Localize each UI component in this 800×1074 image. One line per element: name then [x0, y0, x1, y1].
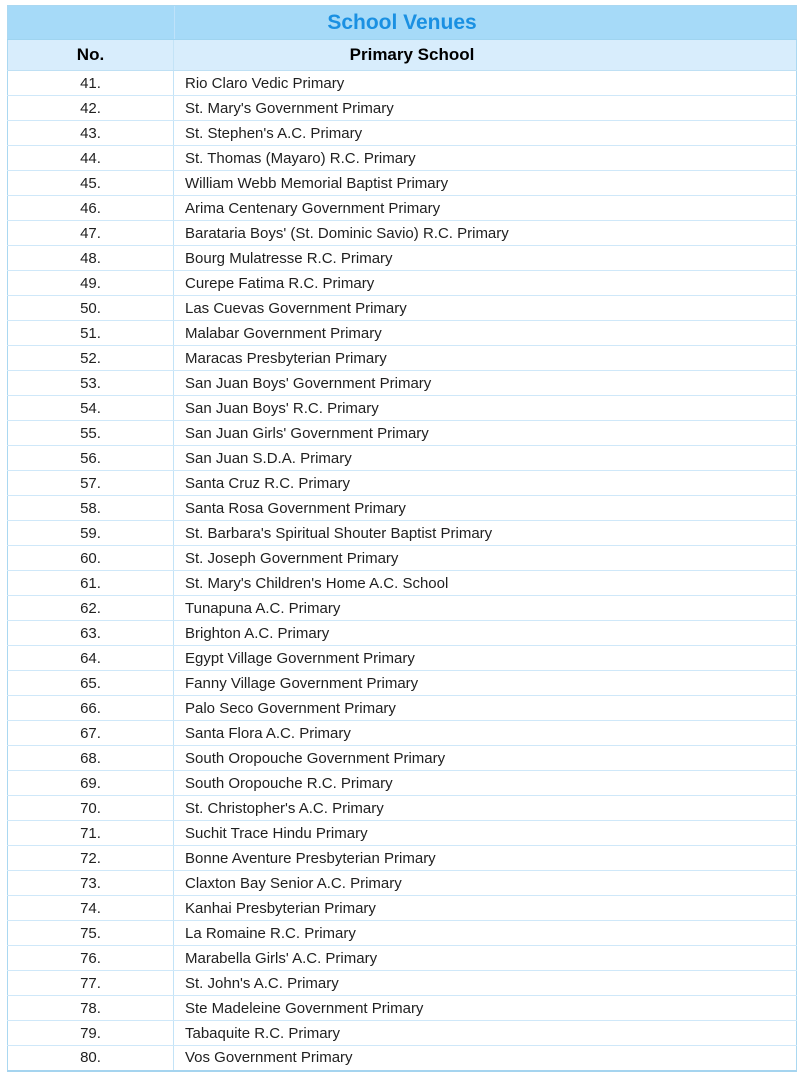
row-number-cell: 62. [8, 596, 174, 621]
table-row [8, 396, 797, 421]
table-row [8, 646, 797, 671]
table-row [8, 471, 797, 496]
school-name-cell: Santa Cruz R.C. Primary [174, 471, 797, 496]
row-number-cell: 74. [8, 896, 174, 921]
table-row [8, 1046, 797, 1071]
table-body [8, 71, 797, 1071]
table-row [8, 671, 797, 696]
table-row [8, 496, 797, 521]
row-number-cell: 72. [8, 846, 174, 871]
school-name-cell: St. Stephen's A.C. Primary [174, 121, 797, 146]
table-row [8, 571, 797, 596]
row-number-cell: 42. [8, 96, 174, 121]
row-number-cell: 54. [8, 396, 174, 421]
table-row [8, 996, 797, 1021]
table-row [8, 721, 797, 746]
school-name-cell: Vos Government Primary [174, 1046, 797, 1071]
school-name-cell: San Juan Boys' R.C. Primary [174, 396, 797, 421]
school-venues-table [7, 5, 797, 1072]
row-number-cell: 56. [8, 446, 174, 471]
school-name-cell: San Juan Boys' Government Primary [174, 371, 797, 396]
row-number-cell: 49. [8, 271, 174, 296]
row-number-cell: 53. [8, 371, 174, 396]
table-row [8, 746, 797, 771]
column-header-primary-school: Primary School [174, 40, 797, 71]
row-number-cell: 51. [8, 321, 174, 346]
school-name-cell: Las Cuevas Government Primary [174, 296, 797, 321]
table-row [8, 446, 797, 471]
row-number-cell: 43. [8, 121, 174, 146]
school-name-cell: Palo Seco Government Primary [174, 696, 797, 721]
row-number-cell: 69. [8, 771, 174, 796]
school-name-cell: Santa Flora A.C. Primary [174, 721, 797, 746]
row-number-cell: 76. [8, 946, 174, 971]
table-row [8, 846, 797, 871]
table-row [8, 96, 797, 121]
school-name-cell: Fanny Village Government Primary [174, 671, 797, 696]
row-number-cell: 58. [8, 496, 174, 521]
school-name-cell: Brighton A.C. Primary [174, 621, 797, 646]
row-number-cell: 65. [8, 671, 174, 696]
table-row [8, 696, 797, 721]
row-number-cell: 47. [8, 221, 174, 246]
row-number-cell: 45. [8, 171, 174, 196]
school-name-cell: South Oropouche R.C. Primary [174, 771, 797, 796]
row-number-cell: 59. [8, 521, 174, 546]
table-row [8, 346, 797, 371]
school-name-cell: St. Barbara's Spiritual Shouter Baptist Primary [174, 521, 797, 546]
table-row [8, 971, 797, 996]
school-name-cell: St. Mary's Children's Home A.C. School [174, 571, 797, 596]
table-row [8, 871, 797, 896]
school-name-cell: St. Christopher's A.C. Primary [174, 796, 797, 821]
row-number-cell: 78. [8, 996, 174, 1021]
table-row [8, 521, 797, 546]
table-title-cell [8, 6, 797, 40]
table-row [8, 171, 797, 196]
table-row [8, 321, 797, 346]
row-number-cell: 68. [8, 746, 174, 771]
row-number-cell: 46. [8, 196, 174, 221]
school-name-cell: St. Thomas (Mayaro) R.C. Primary [174, 146, 797, 171]
row-number-cell: 64. [8, 646, 174, 671]
school-name-cell: William Webb Memorial Baptist Primary [174, 171, 797, 196]
table-row [8, 796, 797, 821]
school-name-cell: Suchit Trace Hindu Primary [174, 821, 797, 846]
school-name-cell: Marabella Girls' A.C. Primary [174, 946, 797, 971]
table-row [8, 621, 797, 646]
column-header-row [8, 40, 797, 71]
table-row [8, 771, 797, 796]
school-name-cell: Santa Rosa Government Primary [174, 496, 797, 521]
row-number-cell: 57. [8, 471, 174, 496]
table-row [8, 296, 797, 321]
school-name-cell: San Juan Girls' Government Primary [174, 421, 797, 446]
table-row [8, 146, 797, 171]
table-row [8, 896, 797, 921]
school-name-cell: Malabar Government Primary [174, 321, 797, 346]
table-row [8, 371, 797, 396]
table-row [8, 246, 797, 271]
row-number-cell: 67. [8, 721, 174, 746]
row-number-cell: 55. [8, 421, 174, 446]
school-name-cell: Bourg Mulatresse R.C. Primary [174, 246, 797, 271]
row-number-cell: 48. [8, 246, 174, 271]
title-row [8, 6, 797, 40]
row-number-cell: 75. [8, 921, 174, 946]
table-row [8, 271, 797, 296]
school-name-cell: Claxton Bay Senior A.C. Primary [174, 871, 797, 896]
school-name-cell: Maracas Presbyterian Primary [174, 346, 797, 371]
table-row [8, 821, 797, 846]
table-row [8, 221, 797, 246]
row-number-cell: 79. [8, 1021, 174, 1046]
table-row [8, 921, 797, 946]
row-number-cell: 66. [8, 696, 174, 721]
school-name-cell: Curepe Fatima R.C. Primary [174, 271, 797, 296]
school-name-cell: Bonne Aventure Presbyterian Primary [174, 846, 797, 871]
school-name-cell: San Juan S.D.A. Primary [174, 446, 797, 471]
school-name-cell: St. Mary's Government Primary [174, 96, 797, 121]
row-number-cell: 80. [8, 1046, 174, 1071]
row-number-cell: 70. [8, 796, 174, 821]
row-number-cell: 52. [8, 346, 174, 371]
table-row [8, 196, 797, 221]
column-divider-line [174, 6, 175, 39]
row-number-cell: 73. [8, 871, 174, 896]
school-name-cell: Egypt Village Government Primary [174, 646, 797, 671]
school-name-cell: Kanhai Presbyterian Primary [174, 896, 797, 921]
row-number-cell: 77. [8, 971, 174, 996]
table-row [8, 596, 797, 621]
school-name-cell: Rio Claro Vedic Primary [174, 71, 797, 96]
column-header-no: No. [8, 40, 174, 71]
table-row [8, 71, 797, 96]
school-name-cell: St. Joseph Government Primary [174, 546, 797, 571]
school-name-cell: Barataria Boys' (St. Dominic Savio) R.C. Primary [174, 221, 797, 246]
school-name-cell: Arima Centenary Government Primary [174, 196, 797, 221]
table-row [8, 946, 797, 971]
row-number-cell: 61. [8, 571, 174, 596]
row-number-cell: 63. [8, 621, 174, 646]
table-row [8, 121, 797, 146]
school-name-cell: La Romaine R.C. Primary [174, 921, 797, 946]
school-name-cell: Tunapuna A.C. Primary [174, 596, 797, 621]
table-row [8, 1021, 797, 1046]
row-number-cell: 71. [8, 821, 174, 846]
table-title: School Venues [327, 10, 477, 34]
school-name-cell: Ste Madeleine Government Primary [174, 996, 797, 1021]
school-name-cell: Tabaquite R.C. Primary [174, 1021, 797, 1046]
school-name-cell: South Oropouche Government Primary [174, 746, 797, 771]
row-number-cell: 60. [8, 546, 174, 571]
table-row [8, 421, 797, 446]
row-number-cell: 44. [8, 146, 174, 171]
row-number-cell: 50. [8, 296, 174, 321]
school-name-cell: St. John's A.C. Primary [174, 971, 797, 996]
row-number-cell: 41. [8, 71, 174, 96]
table-row [8, 546, 797, 571]
